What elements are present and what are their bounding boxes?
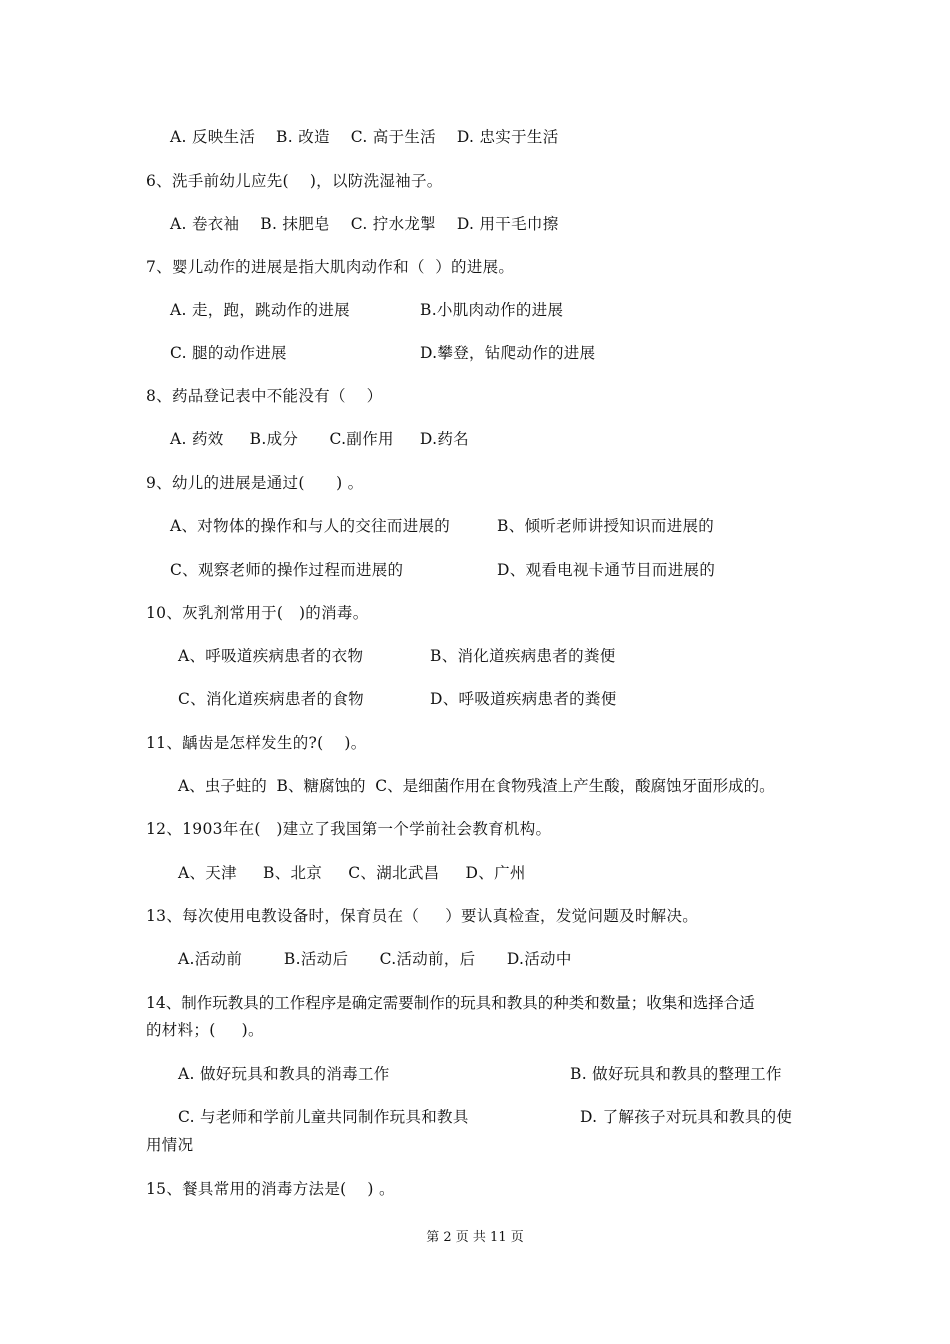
q14-option-c: C. 与老师和学前儿童共同制作玩具和教具: [178, 1108, 469, 1126]
q13-question: 13、每次使用电教设备时，保育员在（ ）要认真检查，发觉问题及时解决。: [146, 907, 699, 925]
q9-option-c: C、观察老师的操作过程而进展的: [170, 561, 404, 579]
q7-option-d: D.攀登，钻爬动作的进展: [420, 344, 596, 362]
q6-options: A. 卷衣袖 B. 抹肥皂 C. 拧水龙掣 D. 用干毛巾擦: [170, 215, 559, 233]
q14-option-a: A. 做好玩具和教具的消毒工作: [178, 1065, 390, 1083]
q11-question: 11、龋齿是怎样发生的?( )。: [146, 734, 367, 752]
q9-option-a: A、对物体的操作和与人的交往而进展的: [170, 517, 451, 535]
q7-option-a: A. 走，跑，跳动作的进展: [170, 301, 350, 319]
q10-option-c: C、消化道疾病患者的食物: [178, 690, 364, 708]
q10-option-b: B、消化道疾病患者的粪便: [430, 647, 616, 665]
q10-question: 10、灰乳剂常用于( )的消毒。: [146, 604, 369, 622]
q9-question: 9、幼儿的进展是通过( ) 。: [146, 474, 364, 492]
q8-options: A. 药效 B.成分 C.副作用 D.药名: [170, 430, 469, 448]
q12-options: A、天津 B、北京 C、湖北武昌 D、广州: [178, 864, 526, 882]
q14-option-d-continued: 用情况: [146, 1136, 194, 1154]
q9-option-b: B、倾听老师讲授知识而进展的: [497, 517, 715, 535]
q14-option-b: B. 做好玩具和教具的整理工作: [570, 1065, 782, 1083]
q14-option-d: D. 了解孩子对玩具和教具的使: [580, 1108, 793, 1126]
q8-question: 8、药品登记表中不能没有（ ）: [146, 387, 383, 405]
q14-question-line2: 的材料；( )。: [146, 1021, 264, 1039]
q7-option-c: C. 腿的动作进展: [170, 344, 287, 362]
q12-question: 12、1903年在( )建立了我国第一个学前社会教育机构。: [146, 820, 552, 838]
q5-options: A. 反映生活 B. 改造 C. 高于生活 D. 忠实于生活: [170, 128, 559, 146]
q7-option-b: B.小肌肉动作的进展: [420, 301, 564, 319]
q13-options: A.活动前 B.活动后 C.活动前，后 D.活动中: [178, 950, 572, 968]
q9-option-d: D、观看电视卡通节目而进展的: [497, 561, 716, 579]
q7-question: 7、婴儿动作的进展是指大肌肉动作和（ ）的进展。: [146, 258, 515, 276]
q10-option-a: A、呼吸道疾病患者的衣物: [178, 647, 364, 665]
q10-option-d: D、呼吸道疾病患者的粪便: [430, 690, 617, 708]
page-footer: 第 2 页 共 11 页: [426, 1230, 524, 1245]
q11-options: A、虫子蛀的 B、糖腐蚀的 C、是细菌作用在食物残渣上产生酸，酸腐蚀牙面形成的。: [178, 777, 775, 795]
q15-question: 15、餐具常用的消毒方法是( ) 。: [146, 1180, 395, 1198]
q6-question: 6、洗手前幼儿应先( )，以防洗湿袖子。: [146, 172, 443, 190]
q14-question-line1: 14、制作玩教具的工作程序是确定需要制作的玩具和教具的种类和数量；收集和选择合适: [146, 994, 755, 1012]
